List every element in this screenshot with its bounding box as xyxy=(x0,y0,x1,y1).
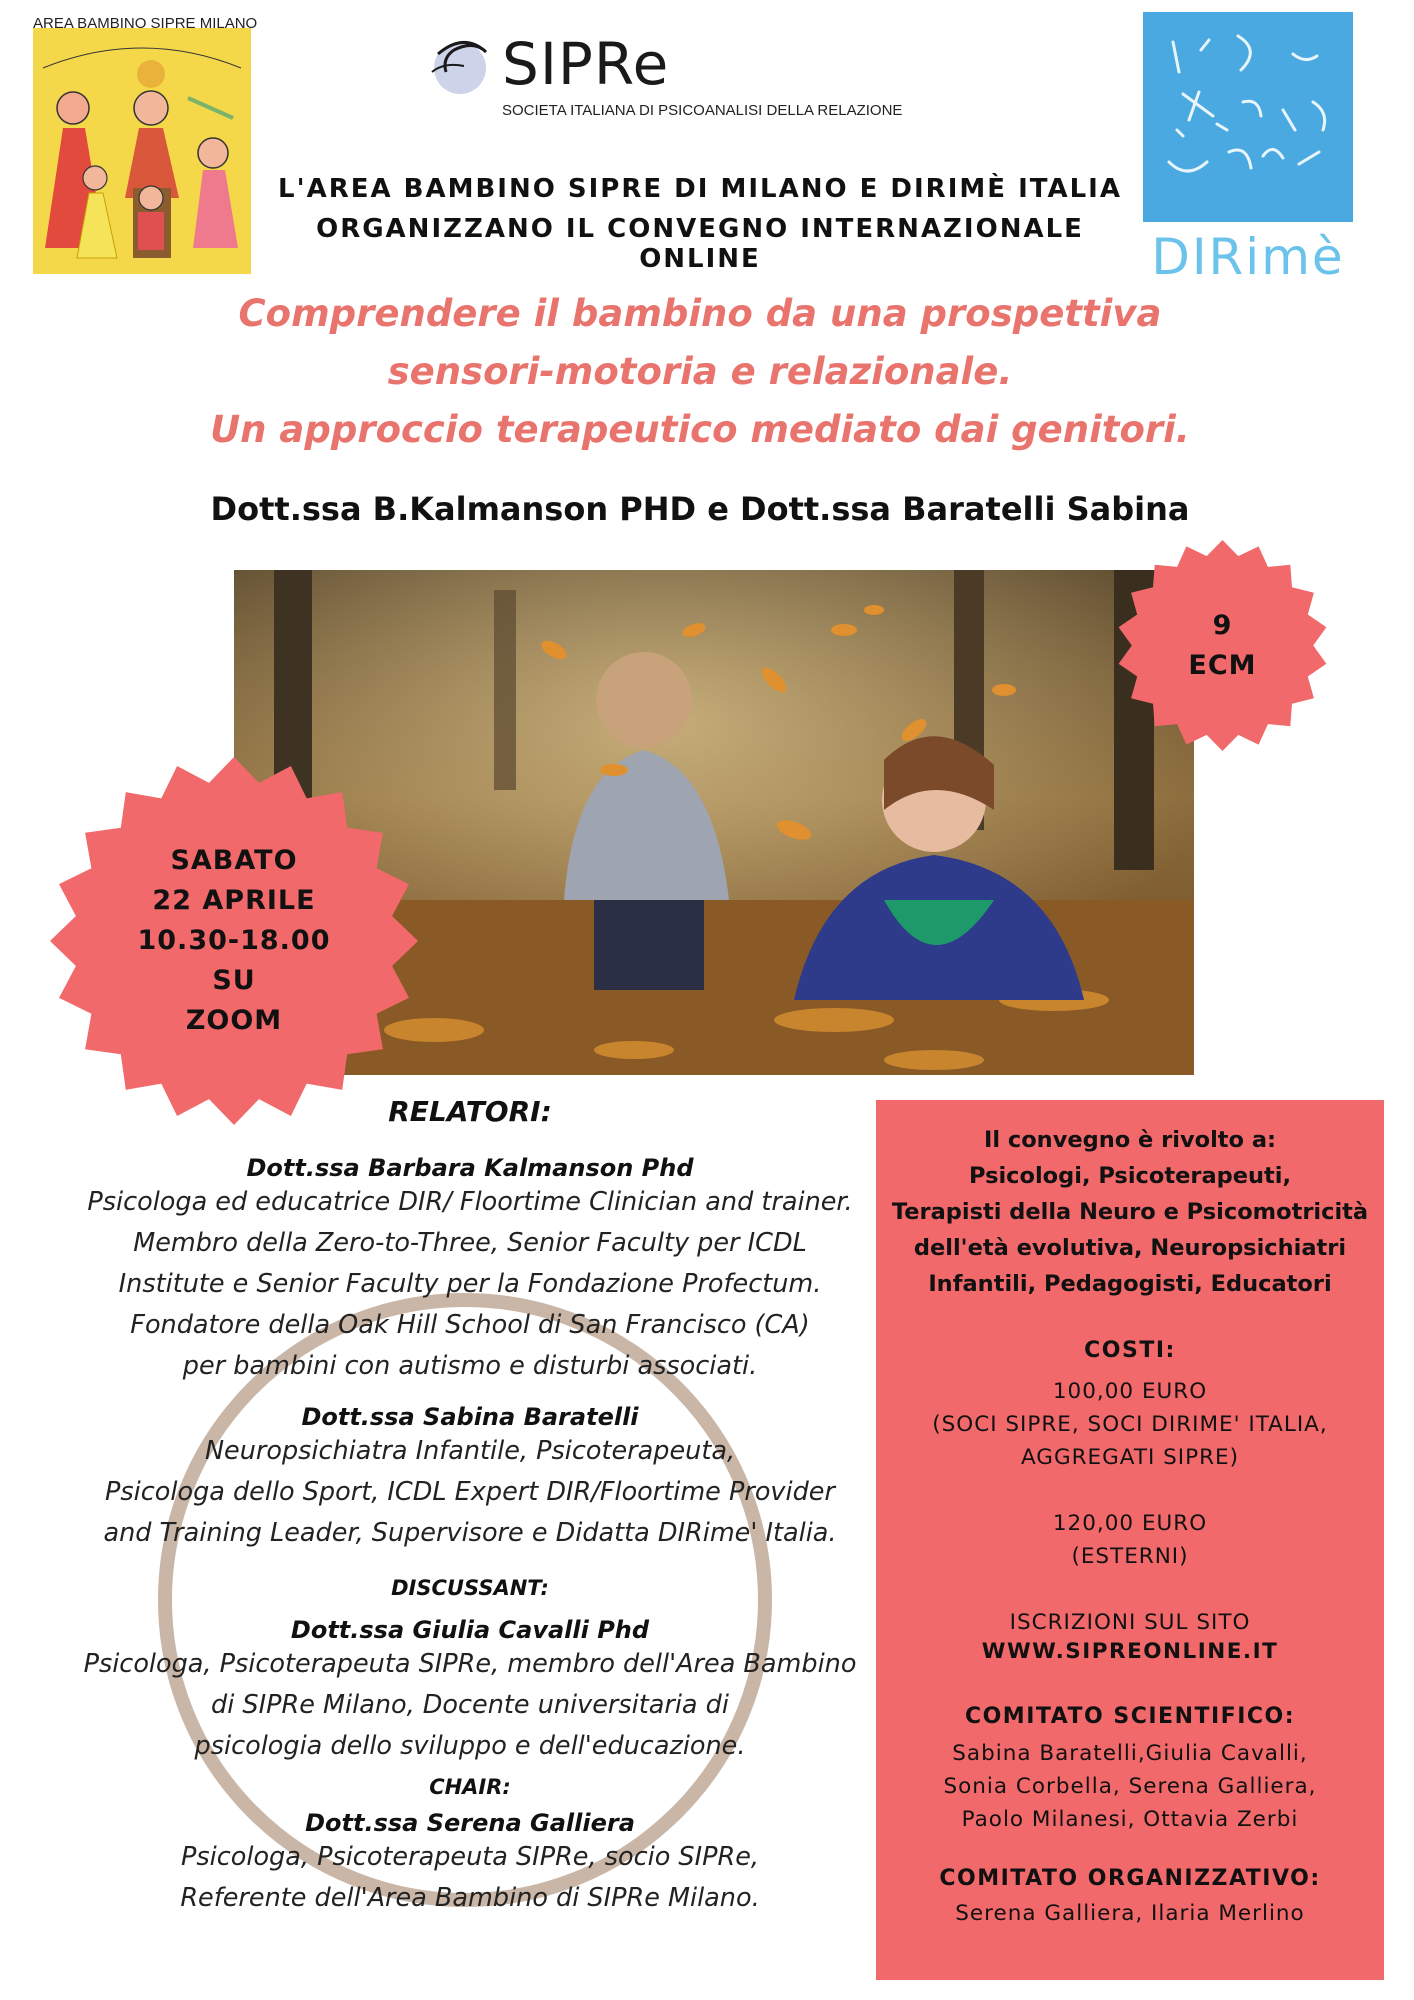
speaker-1-bio-line: Psicologa ed educatrice DIR/ Floortime Clinician and trainer. xyxy=(87,1187,853,1217)
area-bambino-logo xyxy=(33,15,258,274)
event-title-line-1: Comprendere il bambino da una prospettiva xyxy=(238,292,1162,335)
sipre-swirl-icon xyxy=(424,32,496,102)
audience-line: Infantili, Pedagogisti, Educatori xyxy=(928,1271,1332,1297)
audience-line: Il convegno è rivolto a: xyxy=(983,1127,1277,1153)
audience-line: Psicologi, Psicoterapeuti, xyxy=(968,1163,1292,1189)
cost-external xyxy=(876,1507,1384,1573)
speaker-1-bio-line: Institute e Senior Faculty per la Fondazione Profectum. xyxy=(118,1269,822,1299)
audience-line: dell'età evolutiva, Neuropsichiatri xyxy=(913,1235,1347,1261)
speaker-1-bio xyxy=(60,1182,880,1387)
chair-name: Dott.ssa Serena Galliera xyxy=(305,1809,635,1837)
speakers-section xyxy=(60,1095,880,1919)
date-badge xyxy=(48,755,420,1127)
scientific-committee-heading: COMITATO SCIENTIFICO: xyxy=(964,1704,1296,1729)
audience-line: Terapisti della Neuro e Psicomotricità xyxy=(891,1199,1369,1225)
discussant-bio-line: di SIPRe Milano, Docente universitaria di xyxy=(211,1690,729,1720)
dirime-logo xyxy=(1143,12,1353,286)
committee-line: Paolo Milanesi, Ottavia Zerbi xyxy=(961,1807,1299,1832)
discussant-bio xyxy=(60,1644,880,1767)
scientific-committee-list xyxy=(876,1737,1384,1836)
speaker-2-name: Dott.ssa Sabina Baratelli xyxy=(301,1403,639,1431)
dirime-logo-box xyxy=(1143,12,1353,222)
speaker-1-bio-line: per bambini con autismo e disturbi associati. xyxy=(182,1351,758,1381)
chair-heading: CHAIR: xyxy=(429,1775,511,1799)
sipre-logo xyxy=(424,30,924,130)
cost-line: (SOCI SIPRE, SOCI DIRIME' ITALIA, xyxy=(932,1412,1328,1437)
cost-members xyxy=(876,1375,1384,1474)
committee-line: Sabina Baratelli,Giulia Cavalli, xyxy=(952,1741,1308,1766)
audience-block xyxy=(876,1122,1384,1302)
discussant-bio-line: Psicologa, Psicoterapeuta SIPRe, membro dell'Area Bambino xyxy=(83,1649,857,1679)
date-on: SU xyxy=(212,965,256,996)
speaker-2-bio-line: Psicologa dello Sport, ICDL Expert DIR/Floortime Provider xyxy=(105,1477,835,1507)
organizing-committee-list: Serena Galliera, Ilaria Merlino xyxy=(955,1901,1305,1926)
discussant-name: Dott.ssa Giulia Cavalli Phd xyxy=(290,1616,650,1644)
info-box xyxy=(876,1100,1384,1980)
relatori-heading: RELATORI: xyxy=(388,1095,552,1128)
discussant-heading: DISCUSSANT: xyxy=(391,1576,549,1600)
organizer-line-2: ORGANIZZANO IL CONVEGNO INTERNAZIONALE ONLINE xyxy=(316,214,1084,274)
dirime-wordmark: DIRimè xyxy=(1151,228,1345,286)
speakers-line: Dott.ssa B.Kalmanson PHD e Dott.ssa Baratelli Sabina xyxy=(210,490,1190,528)
registration-label: ISCRIZIONI SUL SITO xyxy=(1009,1610,1251,1635)
registration-link[interactable]: WWW.SIPREONLINE.IT xyxy=(981,1639,1279,1664)
organizer-line-1: L'AREA BAMBINO SIPRE DI MILANO E DIRIMÈ ITALIA xyxy=(278,174,1122,204)
date-platform: ZOOM xyxy=(185,1005,283,1036)
cost-line: AGGREGATI SIPRE) xyxy=(1020,1445,1240,1470)
cost-line: 100,00 EURO xyxy=(1052,1379,1208,1404)
chair-bio xyxy=(60,1837,880,1919)
costs-heading: COSTI: xyxy=(1084,1338,1176,1363)
cost-line: 120,00 EURO xyxy=(1052,1511,1208,1536)
dirime-scribbles-icon xyxy=(1143,12,1353,222)
speaker-1-name: Dott.ssa Barbara Kalmanson Phd xyxy=(246,1154,694,1182)
committee-line: Sonia Corbella, Serena Galliera, xyxy=(943,1774,1317,1799)
sipre-name: SIPRe xyxy=(502,30,670,98)
ecm-label: ECM xyxy=(1188,649,1257,681)
sipre-subtitle: SOCIETA ITALIANA DI PSICOANALISI DELLA RELAZIONE xyxy=(502,102,903,119)
speaker-2-bio xyxy=(60,1431,880,1554)
speaker-2-bio-line: and Training Leader, Supervisore e Didatta DIRime' Italia. xyxy=(103,1518,837,1548)
date-date: 22 APRILE xyxy=(152,885,316,916)
event-title-line-2: sensori-motoria e relazionale. xyxy=(387,350,1013,393)
discussant-bio-line: psicologia dello sviluppo e dell'educazione. xyxy=(194,1731,746,1761)
speaker-1-bio-line: Membro della Zero-to-Three, Senior Faculty per ICDL xyxy=(133,1228,807,1258)
svg-text:AREA BAMBINO SIPRE MILANO: AREA BAMBINO SIPRE MILANO xyxy=(33,15,258,32)
area-bambino-logo-text xyxy=(33,15,258,88)
cost-line: (ESTERNI) xyxy=(1071,1544,1189,1569)
ecm-count: 9 xyxy=(1212,609,1233,641)
organizing-committee-heading: COMITATO ORGANIZZATIVO: xyxy=(939,1866,1321,1891)
date-time: 10.30-18.00 xyxy=(137,925,331,956)
speaker-1-bio-line: Fondatore della Oak Hill School di San Francisco (CA) xyxy=(130,1310,810,1340)
chair-bio-line: Referente dell'Area Bambino di SIPRe Milano. xyxy=(180,1883,760,1913)
ecm-credits-badge xyxy=(1115,538,1330,753)
event-title-line-3: Un approccio terapeutico mediato dai genitori. xyxy=(210,408,1190,451)
speaker-2-bio-line: Neuropsichiatra Infantile, Psicoterapeuta, xyxy=(204,1436,736,1466)
date-day: SABATO xyxy=(170,845,298,876)
chair-bio-line: Psicologa, Psicoterapeuta SIPRe, socio SIPRe, xyxy=(180,1842,759,1872)
